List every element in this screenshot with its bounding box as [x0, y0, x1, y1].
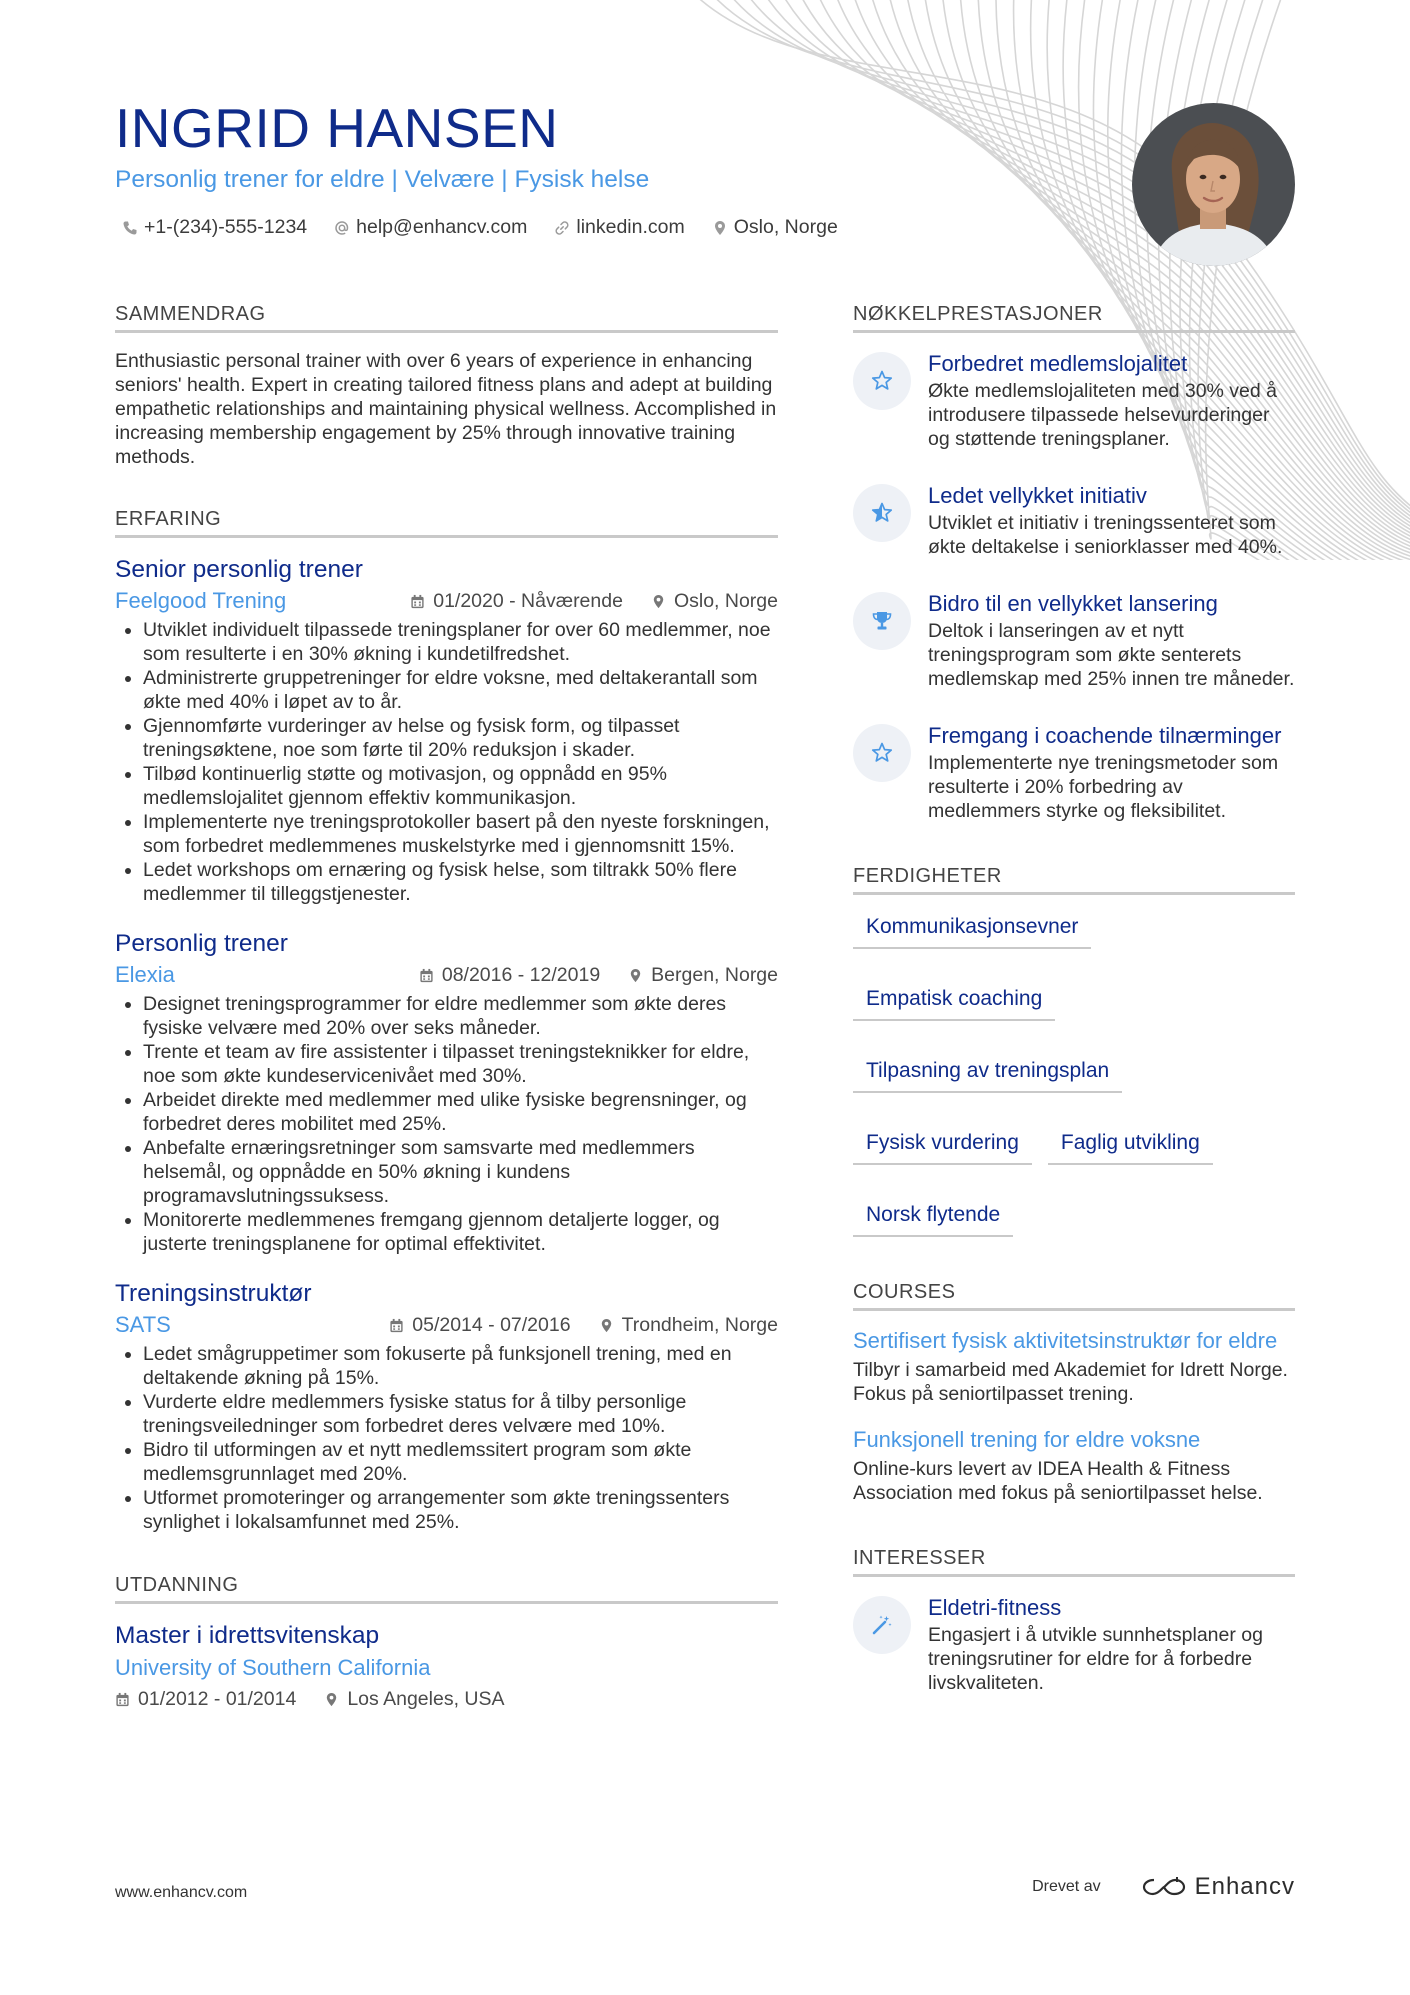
achievement-item [853, 721, 1295, 823]
achievement-item [853, 349, 1295, 451]
skills-heading: FERDIGHETER [853, 865, 1295, 895]
achievements-heading: NØKKELPRESTASJONER [853, 303, 1295, 333]
link-icon [554, 220, 570, 236]
school-name: University of Southern California [115, 1655, 431, 1680]
skill-tag: Norsk flytende [853, 1199, 1013, 1237]
job-meta [115, 960, 778, 990]
education-location [324, 1688, 504, 1711]
job-bullet: • Monitorerte medlemmenes fremgang gjennom detaljerte logger, og justerte treningsplanene for optimal effektivitet. [143, 1208, 778, 1256]
achievement-title: Bidro til en vellykket lansering [928, 591, 1218, 616]
experience-heading: ERFARING [115, 508, 778, 538]
job-bullet: • Ledet smågruppetimer som fokuserte på funksjonell trening, med en deltakende økning på 15%. [143, 1342, 778, 1390]
courses-heading: COURSES [853, 1281, 1295, 1311]
skills-list [853, 911, 1295, 1237]
job-bullet: • Bidro til utformingen av et nytt medlemssitert program som økte medlemsgrunnlaget med 20%. [143, 1438, 778, 1486]
course-desc: Tilbyr i samarbeid med Akademiet for Idrett Norge. Fokus på seniortilpasset trening. [853, 1359, 1288, 1405]
job-entry [115, 1278, 778, 1534]
at-icon [334, 220, 350, 236]
job-dates [419, 964, 600, 987]
achievement-title: Forbedret medlemslojalitet [928, 351, 1188, 376]
achievement-desc: Økte medlemslojaliteten med 30% ved å introdusere tilpassede helsevurderinger og støttende treningsplaner. [928, 380, 1278, 450]
achievement-item [853, 589, 1295, 691]
skill-tag: Kommunikasjonsevner [853, 911, 1091, 949]
candidate-headline: Personlig trener for eldre | Velvære | Fysisk helse [115, 166, 650, 193]
job-title: Personlig trener [115, 930, 288, 957]
calendar-icon [410, 594, 425, 609]
job-bullet: • Arbeidet direkte med medlemmer med ulike fysiske begrensninger, og forbedret deres mobilitet med 25%. [143, 1088, 778, 1136]
job-dates [410, 590, 623, 613]
job-dates [389, 1314, 570, 1337]
job-bullets [115, 1342, 778, 1534]
calendar-icon [115, 1692, 130, 1707]
job-bullet: • Gjennomførte vurderinger av helse og fysisk form, og tilpasset treningsøktene, noe som førte til 20% reduksjon i skader. [143, 714, 778, 762]
education-entry [115, 1620, 778, 1711]
job-location [628, 964, 778, 987]
calendar-icon [389, 1318, 404, 1333]
job-bullet: • Tilbød kontinuerlig støtte og motivasjon, og oppnådd en 95% medlemslojalitet gjennom effektiv kommunikasjon. [143, 762, 778, 810]
course-item [853, 1327, 1295, 1406]
achievement-title: Fremgang i coachende tilnærminger [928, 723, 1282, 748]
job-bullets [115, 618, 778, 906]
job-bullet: • Utviklet individuelt tilpassede treningsplaner for over 60 medlemmer, noe som resulterte i en 30% økning i kundetilfredshet. [143, 618, 778, 666]
contact-location [712, 216, 838, 239]
achievement-title: Ledet vellykket initiativ [928, 483, 1147, 508]
job-location [599, 1314, 778, 1337]
achievement-desc: Implementerte nye treningsmetoder som resulterte i 20% forbedring av medlemmers styrke og fleksibilitet. [928, 752, 1279, 822]
job-location [651, 590, 778, 613]
job-bullet: • Anbefalte ernæringsretninger som samsvarte med medlemmers helsemål, og oppnådde en 50% økning i kundens programavslutningssuksess. [143, 1136, 778, 1208]
degree-title: Master i idrettsvitenskap [115, 1622, 380, 1649]
company-name: SATS [115, 1312, 171, 1337]
job-bullet: • Administrerte gruppetreninger for eldre voksne, med deltakerantall som økte med 40% i løpet av to år. [143, 666, 778, 714]
job-entry [115, 554, 778, 906]
left-column [115, 303, 778, 1711]
candidate-name: INGRID HANSEN [115, 97, 559, 159]
course-title: Funksjonell trening for eldre voksne [853, 1427, 1201, 1452]
course-desc: Online-kurs levert av IDEA Health & Fitness Association med fokus på seniortilpasset helse. [853, 1458, 1263, 1504]
job-bullet: • Vurderte eldre medlemmers fysiske status for å tilby personlige treningsveiledninger som forbedret deres velvære med 10%. [143, 1390, 778, 1438]
education-meta [115, 1688, 778, 1711]
calendar-icon [419, 968, 434, 983]
course-title: Sertifisert fysisk aktivitetsinstruktør for eldre [853, 1328, 1278, 1353]
job-title: Treningsinstruktør [115, 1280, 312, 1307]
star-icon [853, 352, 911, 410]
job-dates-text: 05/2014 - 07/2016 [412, 1313, 571, 1336]
interest-desc: Engasjert i å utvikle sunnhetsplaner og treningsrutiner for eldre for å forbedre livskvaliteten. [928, 1624, 1263, 1694]
linkedin-text: linkedin.com [576, 216, 685, 238]
job-bullet: • Designet treningsprogrammer for eldre medlemmer som økte deres fysiske velvære med 20% over seks måneder. [143, 992, 778, 1040]
footer-branding [1032, 1873, 1295, 1901]
job-bullet: • Trente et team av fire assistenter i tilpasset treningsteknikker for eldre, noe som økte kundeservicenivået med 30%. [143, 1040, 778, 1088]
location-icon [651, 594, 666, 609]
job-entry [115, 928, 778, 1256]
skill-tag: Faglig utvikling [1048, 1127, 1213, 1165]
brand-name: Enhancv [1194, 1873, 1295, 1900]
achievement-desc: Utviklet et initiativ i treningssenteret som økte deltakelse i seniorklasser med 40%. [928, 512, 1283, 558]
job-meta [115, 1310, 778, 1340]
job-bullet: • Implementerte nye treningsprotokoller basert på den nyeste forskningen, som forbedret medlemmenes muskelstyrke med i gjennomsnitt 15%. [143, 810, 778, 858]
interests-heading: INTERESSER [853, 1547, 1295, 1577]
phone-text: +1-(234)-555-1234 [144, 216, 308, 238]
contact-phone[interactable] [122, 216, 307, 239]
education-heading: UTDANNING [115, 1574, 778, 1604]
location-icon [324, 1692, 339, 1707]
job-location-text: Bergen, Norge [651, 963, 778, 986]
trophy-icon [853, 592, 911, 650]
profile-photo [1132, 103, 1295, 266]
location-text: Oslo, Norge [733, 216, 838, 238]
contact-bar [122, 216, 838, 239]
location-icon [628, 968, 643, 983]
achievement-item [853, 481, 1295, 559]
job-location-text: Trondheim, Norge [621, 1313, 778, 1336]
job-dates-text: 08/2016 - 12/2019 [441, 963, 601, 986]
contact-email[interactable] [334, 216, 527, 239]
location-icon [599, 1318, 614, 1333]
interest-title: Eldetri-fitness [928, 1595, 1062, 1620]
skill-tag: Empatisk coaching [853, 983, 1055, 1021]
achievement-desc: Deltok i lanseringen av et nytt treningsprogram som økte senterets medlemskap med 25% innen tre måneder. [928, 620, 1295, 690]
enhancv-logo-icon [1141, 1875, 1187, 1899]
job-location-text: Oslo, Norge [673, 589, 778, 612]
brand-logo[interactable] [1141, 1873, 1295, 1901]
course-item [853, 1426, 1295, 1505]
company-name: Feelgood Trening [115, 588, 287, 613]
star-icon [853, 724, 911, 782]
skill-tag: Tilpasning av treningsplan [853, 1055, 1122, 1093]
powered-by-text: Drevet av [1032, 1878, 1101, 1895]
education-dates [115, 1688, 296, 1711]
job-title: Senior personlig trener [115, 556, 363, 583]
magic-wand-icon [853, 1596, 911, 1654]
star-half-icon [853, 484, 911, 542]
email-text: help@enhancv.com [356, 216, 528, 238]
job-bullet: • Ledet workshops om ernæring og fysisk helse, som tiltrakk 50% flere medlemmer til tilleggstjenester. [143, 858, 778, 906]
education-location-text: Los Angeles, USA [347, 1688, 505, 1710]
summary-heading: SAMMENDRAG [115, 303, 778, 333]
summary-text: Enthusiastic personal trainer with over 6 years of experience in enhancing seniors' health. Expert in creating tailored fitness plans and adept at building empathetic relationships and maintaining physical wellness. Accomplished in increasing membership engagement by 25% through innovative training methods. [115, 350, 777, 468]
job-dates-text: 01/2020 - Nåværende [433, 589, 623, 612]
contact-linkedin[interactable] [554, 216, 684, 239]
job-bullets [115, 992, 778, 1256]
skill-tag: Fysisk vurdering [853, 1127, 1032, 1165]
right-column [853, 303, 1295, 1725]
location-icon [712, 220, 728, 236]
phone-icon [122, 220, 138, 236]
education-dates-text: 01/2012 - 01/2014 [138, 1688, 297, 1710]
job-meta [115, 586, 778, 616]
job-bullet: • Utformet promoteringer og arrangementer som økte treningssenters synlighet i lokalsamfunnet med 25%. [143, 1486, 778, 1534]
company-name: Elexia [115, 962, 175, 987]
footer-website[interactable]: www.enhancv.com [115, 1884, 248, 1901]
interest-item [853, 1593, 1295, 1695]
